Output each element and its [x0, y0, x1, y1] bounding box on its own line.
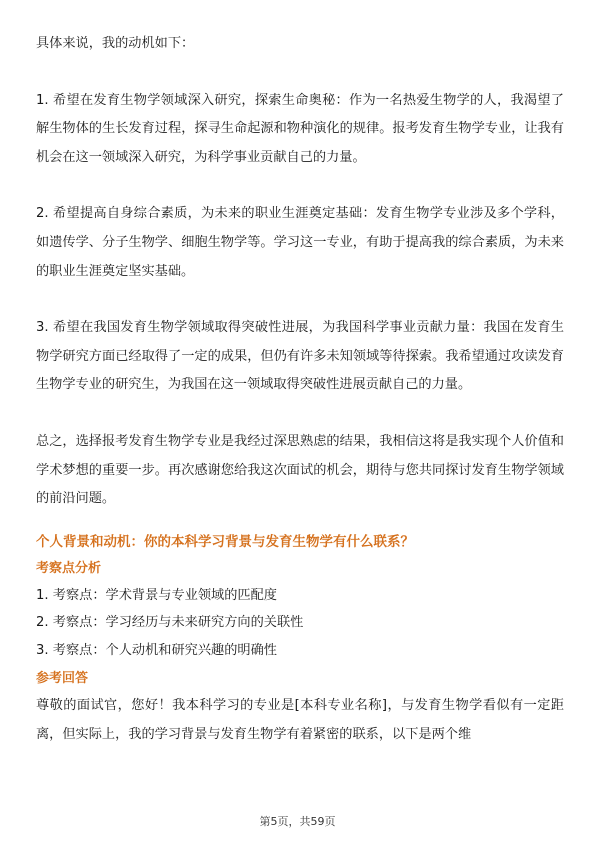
motivation-paragraph-3: 3. 希望在我国发育生物学领域取得突破性进展，为我国科学事业贡献力量：我国在发育生物学研究方面已经取得了一定的成果，但仍有许多未知领域等待探索。我希望通过攻读发育生物学专业的研究生，为我国在这一领域取得突破性进展贡献自己的力量。	[36, 320, 564, 393]
analysis-item: 3. 考察点：个人动机和研究兴趣的明确性	[36, 642, 277, 658]
analysis-item: 1. 考察点：学术背景与专业领域的匹配度	[36, 587, 277, 603]
analysis-item: 2. 考察点：学习经历与未来研究方向的关联性	[36, 615, 304, 631]
conclusion-paragraph: 总之，选择报考发育生物学专业是我经过深思熟虑的结果，我相信这将是我实现个人价值和学术梦想的重要一步。再次感谢您给我这次面试的机会，期待与您共同探讨发育生物学领域的前沿问题。	[36, 433, 564, 507]
analysis-heading: 考察点分析	[36, 560, 102, 576]
motivation-paragraph-1: 1. 希望在发育生物学领域深入研究，探索生命奥秘：作为一名热爱生物学的人，我渴望了解生物体的生长发育过程，探寻生命起源和物种演化的规律。报考发育生物学专业，让我有机会在这一领域深入研究，为科学事业贡献自己的力量。	[36, 92, 564, 165]
answer-heading: 参考回答	[36, 671, 89, 687]
question-title: 个人背景和动机：你的本科学习背景与发育生物学有什么联系？	[36, 533, 414, 550]
page-footer: 第5页，共59页	[259, 815, 336, 828]
answer-text: 尊敬的面试官，您好！我本科学习的专业是[本科专业名称]，与发育生物学看似有一定距离，但实际上，我的学习背景与发育生物学有着紧密的联系，以下是两个维	[36, 698, 564, 742]
page-content	[36, 30, 564, 749]
intro-text: 具体来说，我的动机如下：	[36, 36, 195, 51]
motivation-paragraph-2: 2. 希望提高自身综合素质，为未来的职业生涯奠定基础：发育生物学专业涉及多个学科，如遗传学、分子生物学、细胞生物学等。学习这一专业，有助于提高我的综合素质，为未来的职业生涯奠定坚实基础。	[36, 206, 564, 279]
